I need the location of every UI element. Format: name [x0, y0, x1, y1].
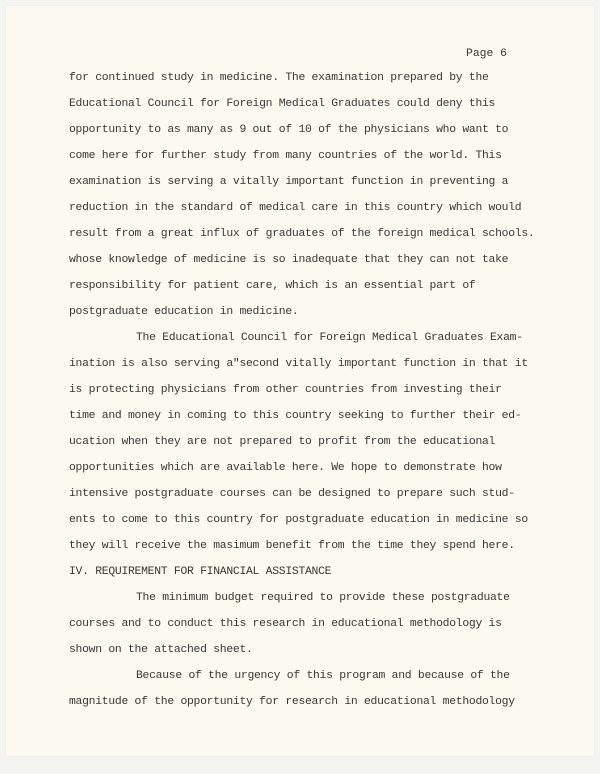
- text-line: postgraduate education in medicine.: [69, 306, 299, 318]
- text-line: The minimum budget required to provide these postgraduate: [136, 592, 510, 604]
- text-line: courses and to conduct this research in educational methodology is: [69, 618, 502, 630]
- text-line: examination is serving a vitally important function in preventing a: [69, 176, 509, 188]
- text-line: opportunities which are available here. We hope to demonstrate how: [69, 462, 502, 474]
- text-line: opportunity to as many as 9 out of 10 of the physicians who want to: [69, 124, 509, 136]
- text-line: ents to come to this country for postgraduate education in medicine so: [69, 514, 528, 526]
- text-line: result from a great influx of graduates of the foreign medical schools.: [69, 228, 535, 240]
- text-line: whose knowledge of medicine is so inadequate that they can not take: [69, 254, 509, 266]
- text-line: ucation when they are not prepared to profit from the educational: [69, 436, 496, 448]
- text-line: time and money in coming to this country seeking to further their ed-: [69, 410, 522, 422]
- text-line: they will receive the masimum benefit from the time they spend here.: [69, 540, 515, 552]
- document-page: [6, 6, 594, 756]
- text-line: shown on the attached sheet.: [69, 644, 253, 656]
- text-line: Educational Council for Foreign Medical Graduates could deny this: [69, 98, 496, 110]
- text-line: magnitude of the opportunity for research in educational methodology: [69, 696, 515, 708]
- text-line: The Educational Council for Foreign Medical Graduates Exam-: [136, 332, 523, 344]
- text-line: Because of the urgency of this program and because of the: [136, 670, 510, 682]
- text-line: is protecting physicians from other countries from investing their: [69, 384, 502, 396]
- text-line: intensive postgraduate courses can be designed to prepare such stud-: [69, 488, 515, 500]
- page-number: Page 6: [466, 48, 508, 60]
- text-line: responsibility for patient care, which is an essential part of: [69, 280, 476, 292]
- text-line: come here for further study from many countries of the world. This: [69, 150, 502, 162]
- text-line: IV. REQUIREMENT FOR FINANCIAL ASSISTANCE: [69, 566, 332, 578]
- text-line: for continued study in medicine. The examination prepared by the: [69, 72, 489, 84]
- body-text: [69, 65, 589, 715]
- text-line: reduction in the standard of medical care in this country which would: [69, 202, 522, 214]
- text-line: ination is also serving a"second vitally important function in that it: [69, 358, 528, 370]
